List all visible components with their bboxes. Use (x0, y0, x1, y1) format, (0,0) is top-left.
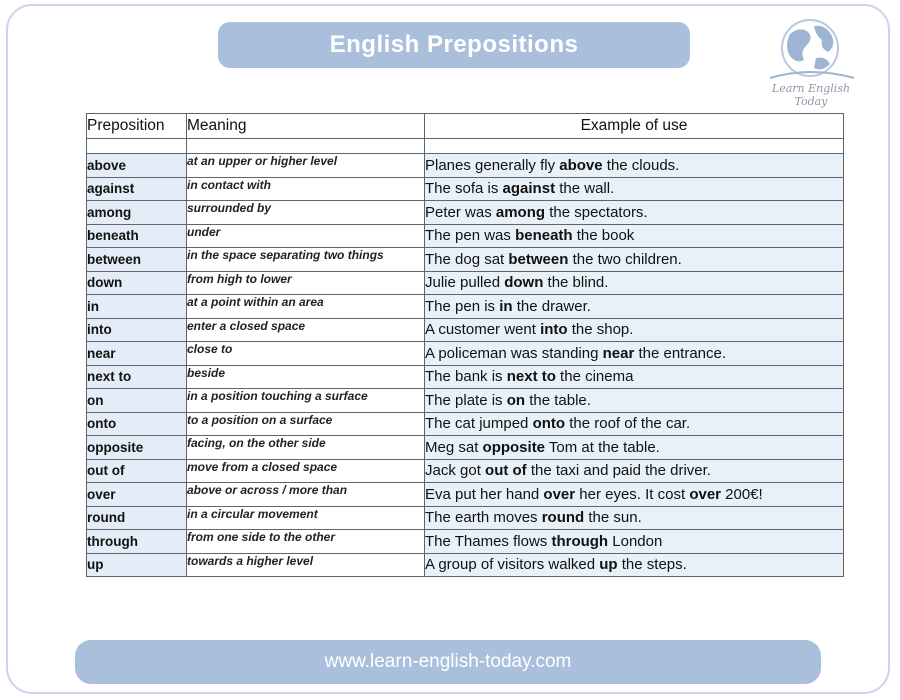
example-text: the spectators. (545, 203, 648, 221)
table-row (87, 459, 844, 483)
example-preposition: onto (532, 415, 566, 433)
preposition-cell: up (87, 553, 187, 577)
example-preposition: over (543, 485, 576, 503)
title-banner (218, 22, 690, 68)
example-preposition: near (602, 344, 635, 362)
meaning-cell: towards a higher level (187, 553, 425, 577)
meaning-cell: surrounded by (187, 201, 425, 225)
meaning-cell: in a position touching a surface (187, 389, 425, 413)
example-text: the clouds. (602, 156, 680, 174)
example-text: the steps. (617, 556, 687, 574)
header-meaning: Meaning (187, 114, 425, 139)
meaning-cell: in contact with (187, 177, 425, 201)
example-text: Planes generally fly (425, 156, 560, 174)
meaning-cell: enter a closed space (187, 318, 425, 342)
table-header-row (87, 114, 844, 139)
example-cell (425, 483, 844, 507)
example-cell (425, 224, 844, 248)
prepositions-table (86, 113, 844, 577)
example-text: the entrance. (634, 344, 727, 362)
example-text: A customer went (425, 321, 541, 339)
preposition-cell: onto (87, 412, 187, 436)
header-preposition: Preposition (87, 114, 187, 139)
example-text: Meg sat (425, 438, 483, 456)
meaning-cell: move from a closed space (187, 459, 425, 483)
example-cell (425, 271, 844, 295)
meaning-cell: from high to lower (187, 271, 425, 295)
preposition-cell: down (87, 271, 187, 295)
example-text: The bank is (425, 368, 507, 386)
preposition-cell: beneath (87, 224, 187, 248)
example-cell (425, 177, 844, 201)
table-row (87, 248, 844, 272)
example-text: The pen is (425, 297, 500, 315)
example-preposition: against (502, 180, 556, 198)
example-text: the table. (525, 391, 591, 409)
example-preposition: up (599, 556, 618, 574)
example-preposition: round (541, 509, 585, 527)
example-cell (425, 436, 844, 460)
preposition-cell: out of (87, 459, 187, 483)
meaning-cell: to a position on a surface (187, 412, 425, 436)
example-preposition: in (499, 297, 513, 315)
example-cell (425, 342, 844, 366)
logo-text: Learn English Today (771, 82, 851, 108)
meaning-cell: from one side to the other (187, 530, 425, 554)
table-row (87, 224, 844, 248)
example-text: the two children. (568, 250, 682, 268)
example-cell (425, 553, 844, 577)
example-text: A group of visitors walked (425, 556, 600, 574)
example-text: the taxi and paid the driver. (526, 462, 711, 480)
example-text: The pen was (425, 227, 516, 245)
example-text: the drawer. (512, 297, 591, 315)
example-cell (425, 530, 844, 554)
footer-banner (75, 640, 821, 684)
example-text: the roof of the car. (565, 415, 691, 433)
preposition-cell: through (87, 530, 187, 554)
example-text: 200€! (721, 485, 763, 503)
example-text: The sofa is (425, 180, 503, 198)
meaning-cell: in a circular movement (187, 506, 425, 530)
example-preposition: on (506, 391, 526, 409)
example-text: The Thames flows (425, 532, 552, 550)
preposition-cell: among (87, 201, 187, 225)
table-row (87, 342, 844, 366)
table-row (87, 553, 844, 577)
example-preposition: above (559, 156, 603, 174)
footer-url[interactable]: www.learn-english-today.com (324, 651, 572, 672)
table-row (87, 436, 844, 460)
example-text: the sun. (584, 509, 642, 527)
example-preposition: among (495, 203, 546, 221)
example-text: the wall. (555, 180, 615, 198)
example-preposition: beneath (515, 227, 573, 245)
table-row (87, 530, 844, 554)
header-example: Example of use (425, 114, 844, 139)
table-row (87, 271, 844, 295)
table-row (87, 154, 844, 178)
example-preposition: over (689, 485, 722, 503)
example-cell (425, 389, 844, 413)
table-row (87, 295, 844, 319)
table-body (87, 154, 844, 577)
meaning-cell: beside (187, 365, 425, 389)
meaning-cell: above or across / more than (187, 483, 425, 507)
meaning-cell: under (187, 224, 425, 248)
example-text: The earth moves (425, 509, 542, 527)
example-text: her eyes. It cost (575, 485, 690, 503)
example-text: The cat jumped (425, 415, 533, 433)
example-cell (425, 506, 844, 530)
example-cell (425, 295, 844, 319)
meaning-cell: close to (187, 342, 425, 366)
example-text: The plate is (425, 391, 507, 409)
meaning-cell: in the space separating two things (187, 248, 425, 272)
meaning-cell: at an upper or higher level (187, 154, 425, 178)
preposition-cell: against (87, 177, 187, 201)
example-text: the blind. (543, 274, 609, 292)
example-text: London (608, 532, 663, 550)
example-text: the shop. (567, 321, 634, 339)
table-row (87, 201, 844, 225)
preposition-cell: opposite (87, 436, 187, 460)
table-row (87, 412, 844, 436)
example-cell (425, 459, 844, 483)
example-preposition: into (540, 321, 568, 339)
example-cell (425, 248, 844, 272)
preposition-cell: over (87, 483, 187, 507)
table-row (87, 506, 844, 530)
preposition-cell: next to (87, 365, 187, 389)
example-text: Eva put her hand (425, 485, 544, 503)
meaning-cell: facing, on the other side (187, 436, 425, 460)
example-preposition: down (504, 274, 544, 292)
example-cell (425, 318, 844, 342)
example-preposition: between (508, 250, 569, 268)
preposition-cell: between (87, 248, 187, 272)
example-preposition: opposite (482, 438, 546, 456)
example-text: Tom at the table. (545, 438, 660, 456)
example-preposition: out of (485, 462, 527, 480)
preposition-cell: near (87, 342, 187, 366)
page-title: English Prepositions (329, 31, 579, 58)
example-text: Julie pulled (425, 274, 505, 292)
preposition-cell: on (87, 389, 187, 413)
table-row (87, 365, 844, 389)
example-text: Jack got (425, 462, 486, 480)
preposition-cell: above (87, 154, 187, 178)
example-cell (425, 201, 844, 225)
example-cell (425, 154, 844, 178)
example-cell (425, 412, 844, 436)
example-text: The dog sat (425, 250, 509, 268)
table-row (87, 177, 844, 201)
table-row (87, 318, 844, 342)
meaning-cell: at a point within an area (187, 295, 425, 319)
preposition-cell: round (87, 506, 187, 530)
preposition-cell: into (87, 318, 187, 342)
example-text: the book (572, 227, 635, 245)
example-preposition: through (551, 532, 609, 550)
table-row (87, 483, 844, 507)
example-preposition: next to (506, 368, 556, 386)
example-text: the cinema (555, 368, 634, 386)
example-cell (425, 365, 844, 389)
example-text: Peter was (425, 203, 496, 221)
preposition-cell: in (87, 295, 187, 319)
table-row (87, 389, 844, 413)
example-text: A policeman was standing (425, 344, 603, 362)
header-spacer-row (87, 139, 844, 154)
